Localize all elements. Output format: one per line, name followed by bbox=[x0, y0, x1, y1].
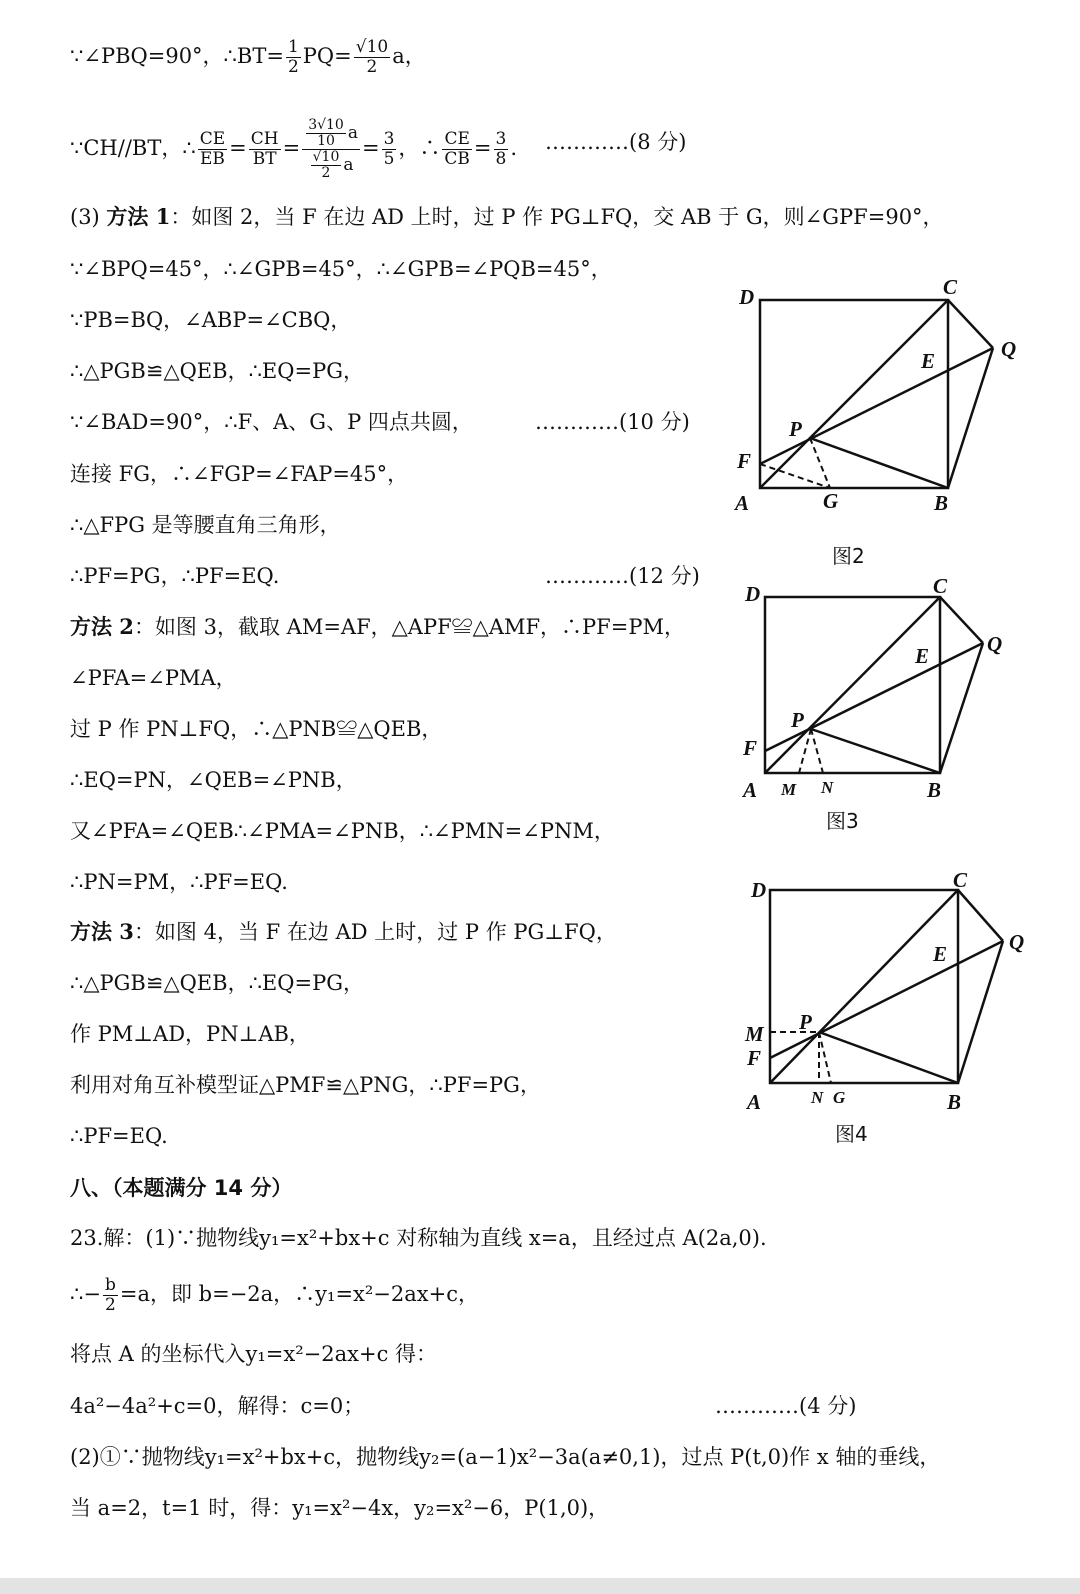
text: a bbox=[343, 155, 354, 175]
fraction-denominator: 2 bbox=[287, 57, 299, 77]
text: PQ= bbox=[302, 44, 352, 68]
segment-pb bbox=[810, 438, 948, 488]
method-heading: 方法 3 bbox=[70, 919, 134, 944]
solution-line-1 bbox=[70, 38, 426, 77]
fraction bbox=[494, 130, 509, 169]
label-p: P bbox=[799, 1010, 812, 1034]
label-m: M bbox=[781, 780, 797, 799]
label-d: D bbox=[745, 582, 761, 606]
text: ：如图 2，当 F 在边 AD 上时，过 P 作 PG⊥FQ，交 AB 于 G，则∠GPF=90°， bbox=[170, 205, 944, 229]
solution-line-26: 4a²−4a²+c=0，解得：c=0； bbox=[70, 1394, 365, 1418]
label-c: C bbox=[933, 575, 948, 598]
text: a， bbox=[392, 44, 426, 68]
text: = bbox=[473, 136, 492, 160]
label-f: F bbox=[737, 449, 752, 473]
text: = bbox=[282, 136, 301, 160]
line-fq bbox=[760, 348, 993, 464]
segment-pb bbox=[811, 729, 940, 773]
label-c: C bbox=[953, 868, 968, 892]
score-10: …………(10 分) bbox=[535, 410, 690, 434]
solution-line-24 bbox=[70, 1276, 479, 1315]
solution-line-16: ∴PN=PM，∴PF=EQ. bbox=[70, 870, 288, 894]
text: =a，即 b=−2a，∴y₁=x²−2ax+c， bbox=[119, 1282, 479, 1306]
solution-line-25: 将点 A 的坐标代入y₁=x²−2ax+c 得： bbox=[70, 1342, 438, 1366]
solution-line-4: ∵∠BPQ=45°，∴∠GPB=45°，∴∠GPB=∠PQB=45°， bbox=[70, 257, 612, 281]
fraction-denominator: 2 bbox=[321, 165, 331, 181]
segment-bq bbox=[948, 348, 993, 488]
solution-line-11 bbox=[70, 613, 685, 641]
figure-2-diagram bbox=[725, 270, 1045, 525]
solution-line-18: ∴△PGB≌△QEB，∴EQ=PG， bbox=[70, 971, 364, 995]
score-12: …………(12 分) bbox=[545, 564, 700, 588]
fraction-numerator: 3 bbox=[495, 129, 507, 149]
label-q: Q bbox=[1009, 930, 1025, 954]
figure-3-diagram bbox=[735, 575, 1035, 805]
text: (3) bbox=[70, 205, 107, 229]
text: = bbox=[229, 136, 247, 160]
text: ：如图 4，当 F 在边 AD 上时，过 P 作 PG⊥FQ， bbox=[133, 920, 617, 944]
fraction bbox=[286, 38, 301, 77]
figure-2-caption: 图2 bbox=[832, 544, 865, 568]
label-b: B bbox=[927, 778, 942, 802]
label-g: G bbox=[823, 489, 839, 513]
fraction-denominator: BT bbox=[252, 149, 277, 169]
section-heading: 八、（本题满分 14 分） bbox=[70, 1176, 293, 1200]
fraction-denominator: 5 bbox=[383, 149, 395, 169]
fraction-denominator: 2 bbox=[366, 57, 378, 77]
segment-pg bbox=[819, 1032, 831, 1083]
label-e: E bbox=[921, 349, 936, 373]
label-a: A bbox=[735, 491, 750, 515]
segment-bq bbox=[958, 941, 1003, 1083]
compound-numerator bbox=[302, 118, 360, 150]
score-4: …………(4 分) bbox=[715, 1394, 857, 1418]
compound-fraction bbox=[302, 118, 360, 181]
label-a: A bbox=[747, 1090, 762, 1114]
fraction-numerator: √10 bbox=[355, 37, 389, 57]
fraction-denominator: 2 bbox=[105, 1295, 116, 1315]
solution-line-19: 作 PM⊥AD，PN⊥AB， bbox=[70, 1022, 310, 1046]
text: ∴− bbox=[70, 1282, 101, 1306]
solution-line-10: ∴PF=PG，∴PF=EQ. bbox=[70, 564, 280, 588]
solution-line-23: 23.解：(1)∵抛物线y₁=x²+bx+c 对称轴为直线 x=a，且经过点 A(2a,0). bbox=[70, 1226, 767, 1250]
solution-line-6: ∴△PGB≌△QEB，∴EQ=PG， bbox=[70, 359, 364, 383]
fraction-numerator: b bbox=[104, 1275, 116, 1295]
solution-line-21: ∴PF=EQ. bbox=[70, 1124, 168, 1148]
fraction-denominator: EB bbox=[199, 149, 225, 169]
solution-line-8: 连接 FG，∴∠FGP=∠FAP=45°， bbox=[70, 462, 409, 486]
fraction bbox=[249, 130, 281, 169]
solution-line-28: 当 a=2，t=1 时，得：y₁=x²−4x，y₂=x²−6，P(1,0)， bbox=[70, 1496, 610, 1520]
label-b: B bbox=[947, 1090, 962, 1114]
fraction-denominator: CB bbox=[444, 149, 470, 169]
page-bottom-edge bbox=[0, 1578, 1080, 1594]
line-fq bbox=[770, 941, 1003, 1058]
diagonal-ac bbox=[765, 597, 940, 773]
text: . bbox=[510, 136, 518, 160]
segment-cq bbox=[948, 300, 993, 348]
text: ∵∠PBQ=90°，∴BT= bbox=[70, 44, 284, 68]
segment-pg bbox=[810, 438, 830, 488]
solution-line-27: (2)①∵抛物线y₁=x²+bx+c，抛物线y₂=(a−1)x²−3a(a≠0,1)，过点 P(t,0)作 x 轴的垂线， bbox=[70, 1445, 941, 1469]
solution-line-14: ∴EQ=PN，∠QEB=∠PNB， bbox=[70, 768, 357, 792]
text: ∵CH//BT，∴ bbox=[70, 136, 196, 160]
solution-line-20: 利用对角互补模型证△PMF≌△PNG，∴PF=PG， bbox=[70, 1073, 541, 1097]
label-e: E bbox=[915, 644, 930, 668]
solution-line-3 bbox=[70, 203, 944, 231]
label-e: E bbox=[933, 942, 948, 966]
figure-4-diagram bbox=[735, 865, 1035, 1120]
label-n: N bbox=[821, 778, 834, 797]
compound-denominator bbox=[307, 150, 356, 181]
segment-pn bbox=[811, 729, 823, 773]
label-q: Q bbox=[987, 632, 1003, 656]
solution-line-13: 过 P 作 PN⊥FQ，∴△PNB≌△QEB， bbox=[70, 717, 443, 741]
segment-cq bbox=[958, 890, 1003, 941]
label-m: M bbox=[745, 1022, 764, 1046]
fraction bbox=[354, 38, 390, 77]
solution-line-2 bbox=[70, 118, 517, 181]
text: a bbox=[347, 123, 358, 143]
fraction-numerator: CE bbox=[199, 129, 226, 149]
fraction-numerator: CE bbox=[444, 129, 470, 149]
score-8: …………(8 分) bbox=[545, 130, 687, 154]
text: = bbox=[361, 136, 380, 160]
diagonal-ac bbox=[770, 890, 958, 1083]
solution-line-12: ∠PFA=∠PMA， bbox=[70, 666, 237, 690]
label-p: P bbox=[789, 417, 802, 441]
fraction bbox=[103, 1276, 118, 1315]
label-a: A bbox=[743, 778, 758, 802]
solution-line-5: ∵PB=BQ，∠ABP=∠CBQ， bbox=[70, 308, 352, 332]
fraction bbox=[306, 118, 346, 149]
fraction-numerator: CH bbox=[250, 129, 279, 149]
label-f: F bbox=[747, 1046, 762, 1070]
fraction-denominator: 10 bbox=[317, 133, 335, 149]
label-b: B bbox=[934, 491, 949, 515]
segment-pb bbox=[819, 1032, 958, 1083]
label-g: G bbox=[833, 1088, 846, 1107]
solution-line-7: ∵∠BAD=90°，∴F、A、G、P 四点共圆， bbox=[70, 410, 473, 434]
method-heading: 方法 2 bbox=[70, 614, 134, 639]
label-f: F bbox=[743, 736, 758, 760]
label-c: C bbox=[943, 275, 958, 299]
text: ：如图 3，截取 AM=AF，△APF≌△AMF，∴PF=PM， bbox=[133, 615, 685, 639]
solution-line-9: ∴△FPG 是等腰直角三角形， bbox=[70, 513, 341, 537]
fraction-numerator: 3 bbox=[383, 129, 395, 149]
solution-line-15: 又∠PFA=∠QEB∴∠PMA=∠PNB，∴∠PMN=∠PNM， bbox=[70, 819, 615, 843]
fraction-numerator: √10 bbox=[312, 149, 340, 165]
label-d: D bbox=[739, 285, 755, 309]
fraction bbox=[382, 130, 397, 169]
line-fq bbox=[765, 643, 983, 751]
fraction-denominator: 8 bbox=[495, 149, 507, 169]
solution-line-17 bbox=[70, 918, 617, 946]
fraction-numerator: 3√10 bbox=[308, 117, 344, 133]
label-n: N bbox=[811, 1088, 824, 1107]
fraction bbox=[198, 130, 227, 169]
label-d: D bbox=[751, 878, 767, 902]
fraction bbox=[311, 150, 342, 181]
text: ，∴ bbox=[398, 136, 441, 160]
figure-4-caption: 图4 bbox=[835, 1122, 868, 1146]
figure-3-caption: 图3 bbox=[826, 809, 859, 833]
method-heading: 方法 1 bbox=[106, 204, 171, 229]
label-p: P bbox=[791, 708, 804, 732]
diagonal-ac bbox=[760, 300, 948, 488]
label-q: Q bbox=[1001, 337, 1017, 361]
fraction bbox=[442, 130, 472, 169]
fraction-numerator: 1 bbox=[287, 37, 299, 57]
segment-cq bbox=[940, 597, 983, 643]
